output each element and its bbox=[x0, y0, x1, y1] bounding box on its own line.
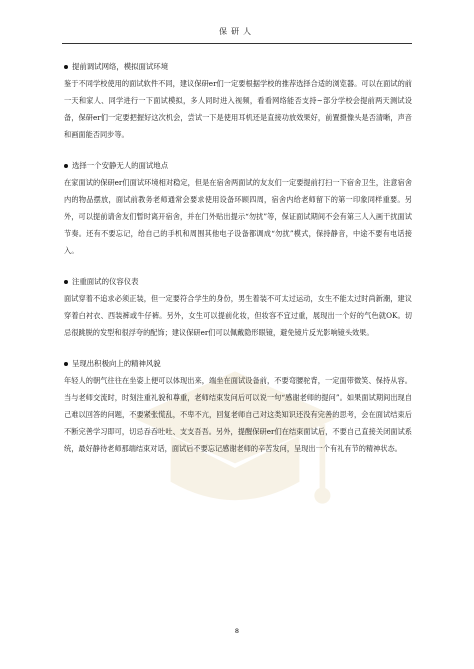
bullet-icon bbox=[64, 280, 68, 284]
section-network bbox=[64, 58, 412, 143]
bullet-icon bbox=[64, 65, 68, 69]
section-heading bbox=[64, 355, 412, 372]
section-paragraph: 面试穿着不追求必须正装，但一定要符合学生的身份，男生着装不可太过运动，女生不能太过时尚新潮，建议穿着白衬衣、西装裤或牛仔裤。另外，女生可以提前化妆，但妆容不宜过重，展现出一个好的气色就OK。切忌很跳脱的发型和很浮夸的配饰；建议保研er们可以佩戴隐形眼镜，避免镜片反光影响镜头效果。 bbox=[64, 294, 412, 337]
page-number: 8 bbox=[234, 627, 240, 635]
section-appearance bbox=[64, 273, 412, 341]
page-header: 保研人 bbox=[62, 26, 412, 44]
section-heading-text: 呈现出积极向上的精神风貌 bbox=[72, 359, 161, 368]
section-heading bbox=[64, 58, 412, 75]
document-body bbox=[64, 58, 412, 471]
section-paragraph: 在家面试的保研er们面试环境相对稳定，但是在宿舍两面试的友友们一定要提前打扫一下宿舍卫生，注意宿舍内的物品摆放，面试前教务老师通常会要求使用设备环顾四周，宿舍内给老师留下的第一印象同样重要。另外，可以提前请舍友们暂时离开宿舍，并在门外贴出提示“勿扰”等，保证面试期间不会有第三人入画干扰面试节奏。还有不要忘记，给自己的手机和周围其他电子设备都调成“勿扰”模式，保持静音，中途不要有电话接入。 bbox=[64, 178, 412, 255]
section-paragraph: 鉴于不同学校使用的面试软件不同，建议保研er们一定要根据学校的推荐选择合适的浏览器。可以在面试的前一天和家人、同学进行一下面试模拟，多人同时进入视频，看看网络能否支持~部分学校会提前两天测试设备，保研er们一定要把握好这次机会，尝试一下是使用耳机还是直接功放效果好，前置摄像头是否清晰，声音和画面能否同步等。 bbox=[64, 79, 412, 139]
section-heading-text: 提前调试网络，模拟面试环境 bbox=[72, 62, 169, 71]
section-heading bbox=[64, 273, 412, 290]
section-paragraph: 年轻人的朝气往往在坐姿上便可以体现出来，端坐在面试设备前，不要弯腰驼背，一定面带微笑、保持从容。当与老师交流时，时刻注重礼貌和尊重，老师结束发问后可以说一句“感谢老师的提问”。如果面试期间出现自己难以回答的问题，不要紧张慌乱，不卑不亢，回复老师自己对这类知识还没有完善的思考，会在面试结束后不断完善学习即可，切忌吞吞吐吐、支支吾吾。另外，提醒保研er们在结束面试后，不要自己直接关闭面试系统，最好静待老师那端结束对话，面试后不要忘记感谢老师的辛苦发问，呈现出一个有礼有节的精神状态。 bbox=[64, 376, 412, 453]
section-spirit bbox=[64, 355, 412, 457]
section-heading bbox=[64, 157, 412, 174]
section-heading-text: 注重面试的仪容仪表 bbox=[72, 277, 139, 286]
section-heading-text: 选择一个安静无人的面试地点 bbox=[72, 161, 169, 170]
section-location bbox=[64, 157, 412, 259]
bullet-icon bbox=[64, 164, 68, 168]
bullet-icon bbox=[64, 362, 68, 366]
